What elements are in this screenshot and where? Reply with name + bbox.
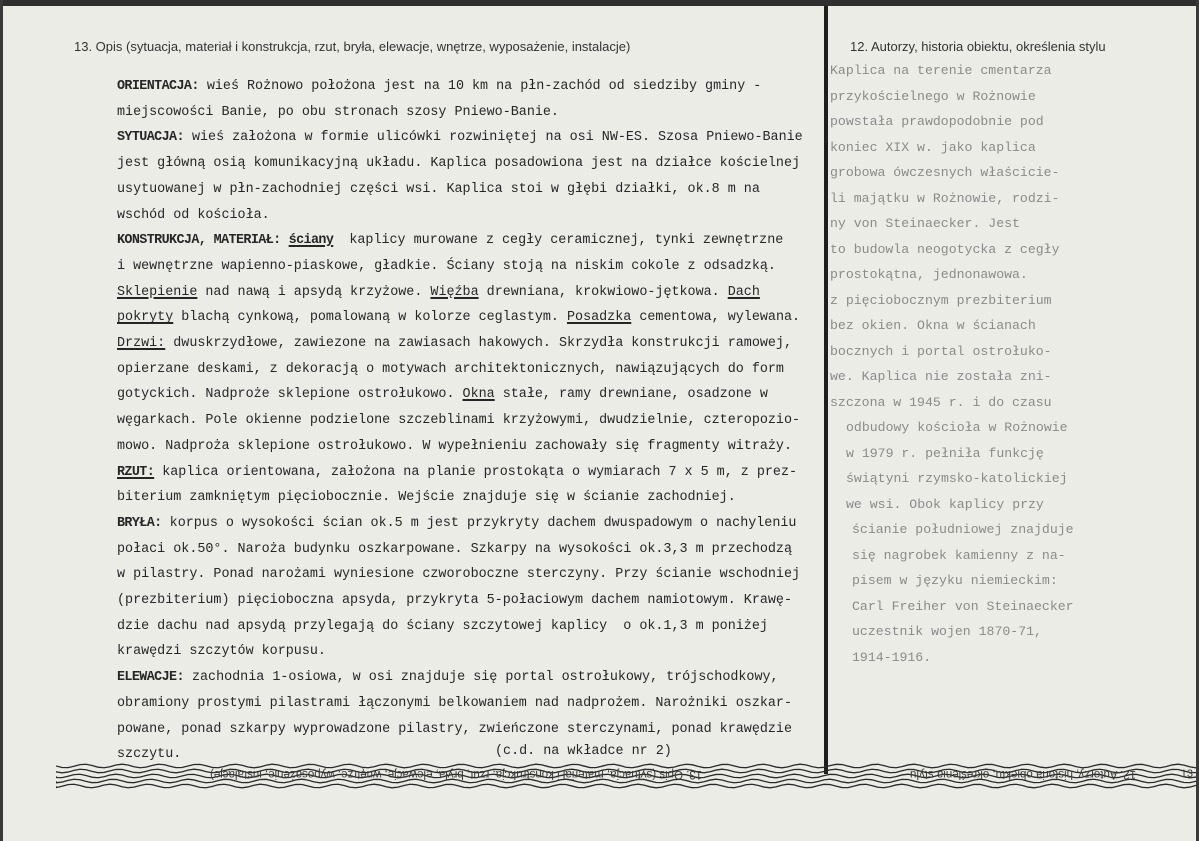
history-line: grobowa ówczesnych właścicie-: [830, 165, 1060, 180]
history-line: w 1979 r. pełniła funkcję: [846, 445, 1044, 461]
history-line: prostokątna, jednonawowa.: [830, 267, 1028, 282]
sklepienie-term: Sklepienie: [117, 284, 198, 300]
history-line: uczestnik wojen 1870-71,: [852, 624, 1042, 639]
konstrukcja-line-8: węgarkach. Pole okienne podzielone szczeblinami krzyżowymi, dwudzielnie, czteropozio-: [117, 413, 801, 429]
drzwi-term: Drzwi:: [117, 336, 166, 352]
continuation-note: (c.d. na wkładce nr 2): [495, 744, 672, 759]
bryla-line-4: (prezbiterium) pięcioboczna apsyda, przykryta 5-połaciowym dachem namiotowym. Krawę-: [117, 593, 792, 609]
history-line: ścianie południowej znajduje: [852, 522, 1074, 537]
history-line: we. Kaplica nie została zni-: [830, 369, 1052, 384]
rzut-label: RZUT:: [117, 464, 155, 480]
left-frame-line: [0, 0, 3, 841]
wave-line: [56, 784, 1196, 788]
okna-term: Okna: [462, 387, 495, 403]
history-line: z pięciobocznym prezbiterium: [830, 292, 1052, 308]
pokryty-term: pokryty: [117, 310, 174, 326]
orientacja-label: ORIENTACJA:: [117, 79, 199, 94]
sytuacja-line-4: wschód od kościoła.: [117, 207, 270, 223]
bryla-line-3: w pilastry. Ponad narożami wyniesione czworoboczne sterczyny. Przy ścianie wschodniej: [117, 567, 801, 583]
orientacja-line-2: miejscowości Banie, po obu stronach szosy Pniewo-Banie.: [117, 104, 559, 120]
history-line: szczona w 1945 r. i do czasu: [830, 394, 1052, 410]
rzut-line-1: RZUT: kaplica orientowana, założona na planie prostokąta o wymiarach 7 x 5 m, z prez-: [117, 464, 798, 480]
history-line: przykościelnego w Rożnowie: [830, 88, 1036, 104]
section-12-header: 12. Autorzy, historia obiektu, określenia stylu: [850, 39, 1106, 54]
sytuacja-label: SYTUACJA:: [117, 130, 184, 146]
konstrukcja-line-9: mowo. Nadproża sklepione ostrołukowo. W wypełnieniu zachowały się fragmenty witraży.: [117, 438, 792, 454]
history-line: ny von Steinaecker. Jest: [830, 216, 1020, 231]
sytuacja-line-3: usytuowanej w płn-zachodniej części wsi. Kaplica stoi w głębi działki, ok.8 m na: [117, 181, 760, 197]
orientacja-line-1: ORIENTACJA: wieś Rożnowo położona jest na 10 km na płn-zachód od siedziby gminy -: [117, 79, 762, 94]
bryla-line-1: BRYŁA: korpus o wysokości ścian ok.5 m jest przykryty dachem dwuspadowym o nachyleniu: [117, 515, 797, 531]
sytuacja-line-2: jest główną osią komunikacyjną układu. Kaplica posadowiona jest na działce kościelnej: [117, 156, 801, 172]
history-line: powstała prawdopodobnie pod: [830, 114, 1044, 129]
history-line: świątyni rzymsko-katolickiej: [846, 471, 1068, 486]
history-line: pisem w języku niemieckim:: [852, 573, 1058, 588]
section-13-header: 13. Opis (sytuacja, materiał i konstrukcja, rzut, bryła, elewacje, wnętrze, wyposażenie, instalacje): [74, 39, 631, 54]
rzut-line-2: biterium zamkniętym pięciobocznie. Wejście znajduje się w ścianie zachodniej.: [117, 490, 736, 506]
history-line: to budowla neogotycka z cegły: [830, 241, 1060, 257]
wiezba-term: Więźba: [430, 284, 479, 300]
bryla-line-6: krawędzi szczytów korpusu.: [117, 644, 326, 660]
mirrored-section-12-header: 12. Autorzy, historia obiektu, określenia stylu: [910, 768, 1137, 780]
elewacje-label: ELEWACJE:: [117, 670, 184, 686]
sytuacja-line-1: SYTUACJA: wieś założona w formie ulicówki rozwiniętej na osi NW-ES. Szosa Pniewo-Banie: [117, 130, 803, 146]
history-text: [830, 58, 1095, 670]
posadzka-term: Posadzka: [567, 310, 632, 326]
elewacje-line-2: obramiony prostymi pilastrami łączonymi belkowaniem nad nadprożem. Narożniki oszkar-: [117, 695, 792, 711]
konstrukcja-line-1: KONSTRUKCJA, MATERIAŁ: ściany kaplicy murowane z cegły ceramicznej, tynki zewnętrzne: [117, 233, 784, 249]
history-line: koniec XIX w. jako kaplica: [830, 139, 1036, 155]
konstrukcja-line-6: opierzane deskami, z dekoracją o motywach architektonicznych, nawiązujących do form: [117, 361, 784, 377]
bryla-label: BRYŁA:: [117, 515, 162, 531]
dach-term: Dach: [727, 284, 760, 300]
history-line: się nagrobek kamienny z na-: [852, 547, 1066, 563]
description-text: [117, 74, 833, 768]
history-line: li majątku w Rożnowie, rodzi-: [830, 190, 1060, 206]
konstrukcja-label: KONSTRUKCJA, MATERIAŁ:: [117, 233, 281, 249]
konstrukcja-line-2: i wewnętrzne wapienno-piaskowe, gładkie. Ściany stoją na niskim cokole z odsadzką.: [117, 258, 776, 274]
elewacje-line-3: powane, ponad szkarpy wyprowadzone pilastry, zwieńczone sterczynami, ponad krawędzie: [117, 721, 792, 737]
history-line: Carl Freiher von Steinaecker: [852, 598, 1074, 614]
history-line: odbudowy kościoła w Rożnowie: [846, 420, 1068, 435]
sciany-term: ściany: [288, 233, 334, 249]
history-line: 1914-1916.: [852, 649, 932, 665]
history-line: we wsi. Obok kaplicy przy: [846, 496, 1044, 512]
history-line: Kaplica na terenie cmentarza: [830, 63, 1052, 78]
elewacje-line-1: ELEWACJE: zachodnia 1-osiowa, w osi znajduje się portal ostrołukowy, trójschodkowy,: [117, 670, 779, 686]
top-frame-line: [0, 0, 1199, 6]
elewacje-line-4: szczytu.: [117, 747, 182, 763]
history-line: bocznych i portal ostrołuko-: [830, 343, 1052, 359]
corner-number: 13: [1180, 768, 1193, 780]
history-line: bez okien. Okna w ścianach: [830, 318, 1036, 333]
mirrored-section-13-header: 13. Opis (sytuacja, materiał i konstrukcja, rzut, bryła, elewacje, wnętrze, wyposażenie, instalacje): [210, 768, 703, 780]
konstrukcja-line-4: pokryty blachą cynkową, pomalowaną w kolorze ceglastym. Posadzka cementowa, wylewana.: [117, 310, 801, 326]
bryla-line-5: dzie dachu nad apsydą przylegają do ściany szczytowej kaplicy o ok.1,3 m poniżej: [117, 618, 768, 634]
bryla-line-2: połaci ok.50°. Naroża budynku oszkarpowane. Szkarpy na wysokości ok.3,3 m przechodzą: [117, 541, 792, 557]
konstrukcja-line-5: Drzwi: dwuskrzydłowe, zawiezone na zawiasach hakowych. Skrzydła konstrukcji ramowej,: [117, 336, 793, 352]
konstrukcja-line-7: gotyckich. Nadproże sklepione ostrołukowo. Okna stałe, ramy drewniane, osadzone w: [117, 387, 768, 403]
konstrukcja-line-3: Sklepienie nad nawą i apsydą krzyżowe. Więźba drewniana, krokwiowo-jętkowa. Dach: [117, 284, 760, 300]
